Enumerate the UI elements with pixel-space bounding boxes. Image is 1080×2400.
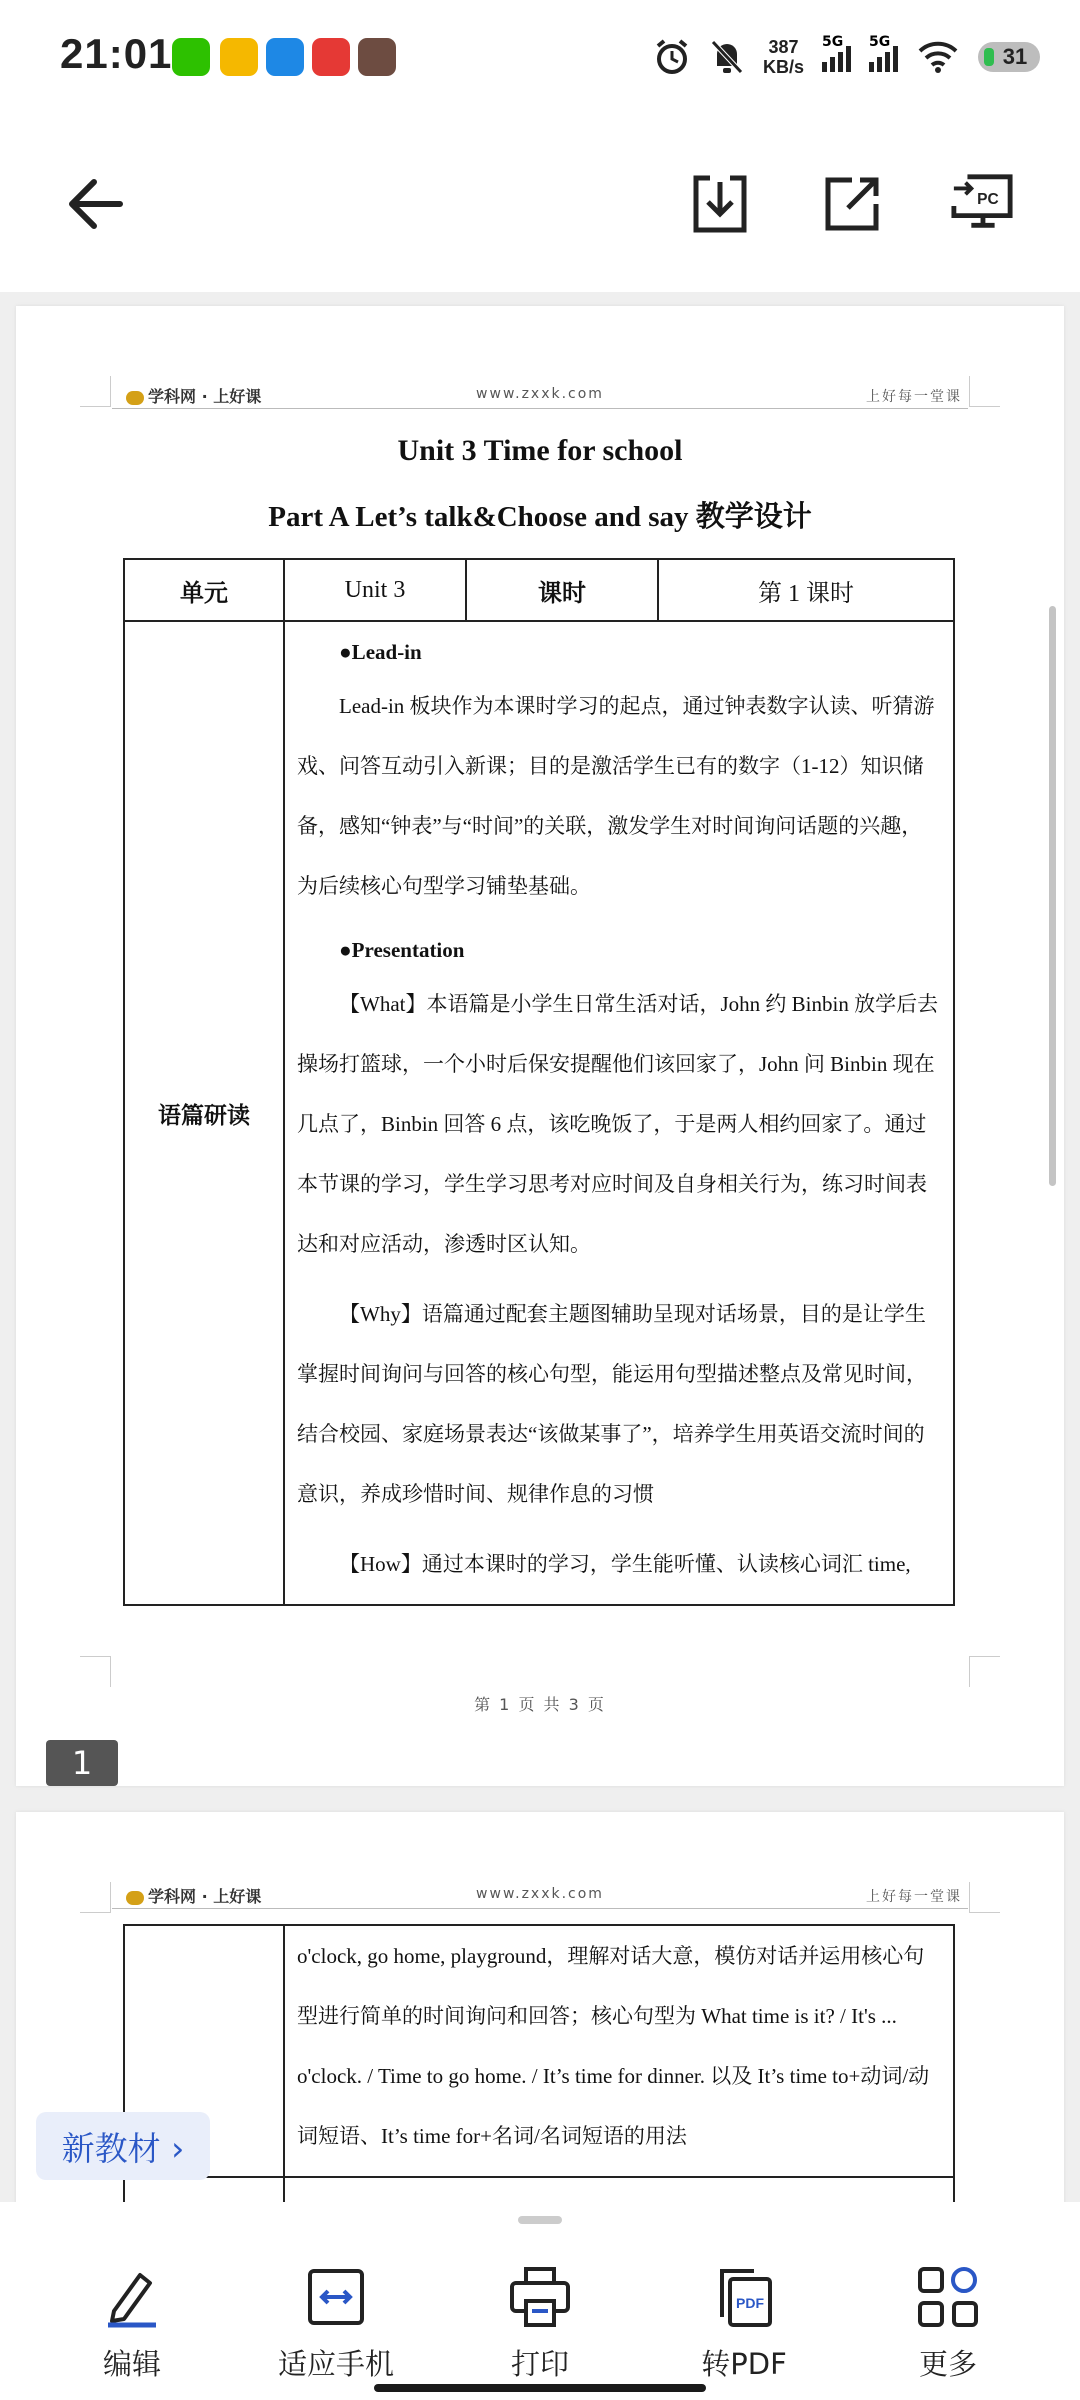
printer-icon bbox=[460, 2262, 620, 2332]
page-corner-mark bbox=[969, 1656, 1000, 1687]
convert-pdf-label: 转PDF bbox=[701, 2347, 787, 2381]
document-page-1 bbox=[16, 306, 1064, 1786]
page-corner-mark bbox=[80, 1656, 111, 1687]
pc-mode-icon bbox=[950, 172, 1014, 236]
document-viewer[interactable] bbox=[0, 292, 1080, 2202]
clock: 21:01 bbox=[60, 30, 173, 77]
page2-paragraph: o'clock, go home, playground，理解对话大意，模仿对话并运用核心句型进行简单的时间询问和回答；核心句型为 What time is it? / It's ... o'clock. / Time to go home. / It’s time for dinner. 以及 It’s time to+动词/动词短语、It’s time for+名词/名词短语的用法 bbox=[297, 1944, 930, 2148]
signal-label: 5G bbox=[869, 34, 891, 50]
fit-phone-label: 适应手机 bbox=[277, 2347, 394, 2381]
app-icon-red bbox=[312, 38, 350, 76]
svg-text:PDF: PDF bbox=[736, 2295, 764, 2311]
lesson-label-cell: 课时 bbox=[466, 559, 658, 621]
page-footer: 第 1 页 共 3 页 bbox=[474, 1695, 606, 1714]
share-icon bbox=[822, 174, 882, 234]
edit-label: 编辑 bbox=[102, 2347, 161, 2381]
leadin-paragraph: Lead-in 板块作为本课时学习的起点，通过钟表数字认读、听猜游戏、问答互动引入新课；目的是激活学生已有的数字（1-12）知识储备，感知“钟表”与“时间”的关联，激发学生对时间询问话题的兴趣，为后续核心句型学习铺垫基础。 bbox=[297, 694, 935, 898]
download-icon bbox=[690, 174, 750, 234]
wechat-app-icon bbox=[172, 38, 210, 76]
more-grid-icon bbox=[868, 2262, 1028, 2332]
header-slogan: 上好每一堂课 bbox=[866, 389, 962, 405]
signal-label: 5G bbox=[822, 34, 844, 50]
why-paragraph: 【Why】语篇通过配套主题图辅助呈现对话场景，目的是让学生掌握时间询问与回答的核心句型，能运用句型描述整点及常见时间，结合校园、家庭场景表达“该做某事了”，培养学生用英语交流时间的意识，养成珍惜时间、规律作息的习惯 bbox=[297, 1302, 927, 1506]
mute-bell-icon bbox=[709, 38, 745, 76]
table-row bbox=[124, 1925, 954, 2177]
section-content-cell bbox=[284, 621, 954, 1605]
what-paragraph: 【What】本语篇是小学生日常生活对话，John 约 Binbin 放学后去操场打篮球，一个小时后保安提醒他们该回家了，John 问 Binbin 现在几点了，Binbin 回答 6 点，该吃晚饭了，于是两人相约回家了。通过本节课的学习，学生学习思考对应时间及自身相关行为，练习时间表达和对应活动，渗透时区认知。 bbox=[297, 992, 939, 1256]
lesson-table bbox=[123, 558, 955, 1606]
status-bar bbox=[0, 0, 1080, 116]
top-toolbar bbox=[0, 116, 1080, 292]
header-url: www.zxxk.com bbox=[476, 1886, 604, 1902]
unit-value-cell: Unit 3 bbox=[284, 559, 466, 621]
page-number-badge: 1 bbox=[46, 1740, 118, 1786]
signal-5g-2-icon bbox=[869, 34, 898, 72]
leadin-heading: ●Lead-in bbox=[339, 640, 422, 664]
section-content-cell bbox=[284, 1925, 954, 2177]
print-label: 打印 bbox=[510, 2347, 569, 2381]
svg-text:PC: PC bbox=[977, 191, 999, 208]
network-speed bbox=[763, 37, 804, 77]
pc-mode-button[interactable] bbox=[950, 172, 1014, 236]
app-icon-blue bbox=[266, 38, 304, 76]
header-url: www.zxxk.com bbox=[476, 386, 604, 402]
pdf-icon bbox=[664, 2262, 824, 2332]
wifi-icon bbox=[916, 39, 960, 75]
battery-fill bbox=[984, 48, 994, 66]
signal-5g-1-icon bbox=[822, 34, 851, 72]
document-title: Unit 3 Time for school bbox=[397, 434, 683, 467]
page-corner-mark bbox=[80, 1882, 111, 1913]
drag-handle[interactable] bbox=[518, 2216, 562, 2224]
download-button[interactable] bbox=[688, 172, 752, 236]
lesson-value-cell: 第 1 课时 bbox=[658, 559, 954, 621]
header-logo-text: 学科网 · 上好课 bbox=[148, 387, 262, 406]
unit-label-cell: 单元 bbox=[124, 559, 284, 621]
document-subtitle: Part A Let’s talk&Choose and say 教学设计 bbox=[268, 501, 812, 533]
pencil-icon bbox=[52, 2262, 212, 2332]
presentation-heading: ●Presentation bbox=[339, 938, 465, 962]
back-button[interactable] bbox=[62, 172, 126, 236]
header-slogan: 上好每一堂课 bbox=[866, 1889, 962, 1905]
net-speed-unit: KB/s bbox=[762, 57, 804, 77]
page-header bbox=[112, 1884, 968, 1909]
app-icon-yellow bbox=[220, 38, 258, 76]
table-row bbox=[124, 621, 954, 1605]
battery-level: 31 bbox=[1002, 44, 1028, 69]
bottom-action-bar bbox=[0, 2202, 1080, 2400]
battery-indicator bbox=[978, 42, 1040, 72]
scrollbar[interactable] bbox=[1049, 606, 1056, 1186]
fit-phone-icon bbox=[256, 2262, 416, 2332]
share-button[interactable] bbox=[820, 172, 884, 236]
new-material-button[interactable]: 新教材 › bbox=[36, 2112, 210, 2180]
page-corner-mark bbox=[969, 376, 1000, 407]
how-paragraph: 【How】通过本课时的学习，学生能听懂、认读核心词汇 time, bbox=[339, 1552, 911, 1576]
page-header bbox=[112, 384, 968, 409]
table-row bbox=[124, 2177, 954, 2202]
page-corner-mark bbox=[80, 376, 111, 407]
table-header-row bbox=[124, 559, 954, 621]
arrow-left-icon bbox=[64, 176, 124, 232]
home-indicator[interactable] bbox=[374, 2384, 706, 2392]
status-indicators bbox=[653, 32, 1040, 82]
more-label: 更多 bbox=[918, 2347, 977, 2381]
print-button[interactable] bbox=[460, 2262, 620, 2383]
fit-phone-button[interactable] bbox=[256, 2262, 416, 2383]
header-logo-text: 学科网 · 上好课 bbox=[148, 1887, 262, 1906]
convert-pdf-button[interactable] bbox=[664, 2262, 824, 2383]
lesson-table-continued bbox=[123, 1924, 955, 2202]
net-speed-value: 387 bbox=[768, 37, 799, 57]
app-icon-game bbox=[358, 38, 396, 76]
page-corner-mark bbox=[969, 1882, 1000, 1913]
section-label-cell: 语篇研读 bbox=[124, 621, 284, 1605]
alarm-icon bbox=[653, 38, 691, 76]
more-button[interactable] bbox=[868, 2262, 1028, 2383]
edit-button[interactable] bbox=[52, 2262, 212, 2383]
